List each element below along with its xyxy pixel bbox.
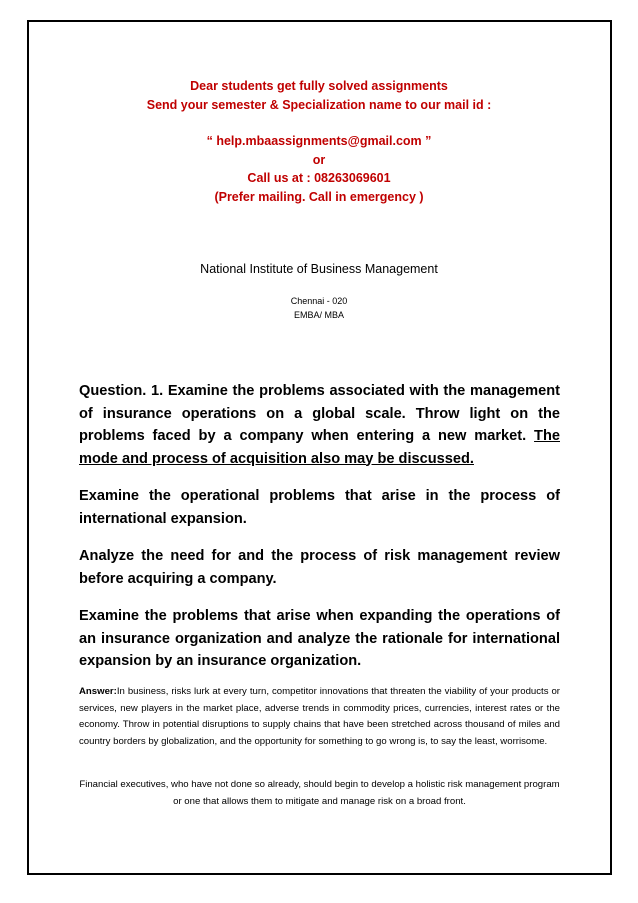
question-4: Examine the problems that arise when expanding the operations of an insurance organization and analyze the rationale for international expansion by an insurance organization. (79, 608, 560, 669)
institute-program: EMBA/ MBA (293, 310, 344, 320)
question-2: Examine the operational problems that arise in the process of international expansion. (79, 488, 560, 527)
questions-section (79, 380, 560, 688)
promo-email: “ help.mbaassignments@gmail.com ” (206, 134, 432, 149)
institute-name: National Institute of Business Management (200, 262, 438, 276)
question-1 (79, 380, 560, 470)
question-1-text: Question. 1. Examine the problems associated with the management of insurance operations on a global scale. Throw light on the problems faced by a company when entering a new market. (79, 383, 560, 444)
question-1-underlined: The mode and process of acquisition also may be discussed. (79, 428, 560, 467)
institute-details (0, 294, 638, 322)
question-3: Analyze the need for and the process of risk management review before acquiring a company. (79, 548, 560, 587)
institute-city: Chennai - 020 (290, 296, 348, 306)
answer-paragraph (79, 684, 560, 750)
promo-line-1: Dear students get fully solved assignments (190, 79, 448, 93)
promo-phone: Call us at : 08263069601 (247, 171, 391, 186)
answer-followup: Financial executives, who have not done so already, should begin to develop a holistic risk management program or one that allows them to mitigate and manage risk on a broad front. (79, 779, 560, 807)
promo-line-2: Send your semester & Specialization name to our mail id : (146, 97, 492, 112)
promo-or: or (312, 152, 326, 167)
answer-text: In business, risks lurk at every turn, competitor innovations that threaten the viability of your products or services, new players in the market place, adverse trends in commodity prices, currencies, interest rates or the economy. Throw in potential disruptions to supply chains that have been stretched across thousand of miles and country borders by globalization, and the opportunity for something to go wrong is, to say the least, worrisome. (79, 686, 560, 747)
answer-label: Answer: (79, 686, 117, 697)
promo-note: (Prefer mailing. Call in emergency ) (214, 189, 424, 204)
promo-header (0, 77, 638, 207)
